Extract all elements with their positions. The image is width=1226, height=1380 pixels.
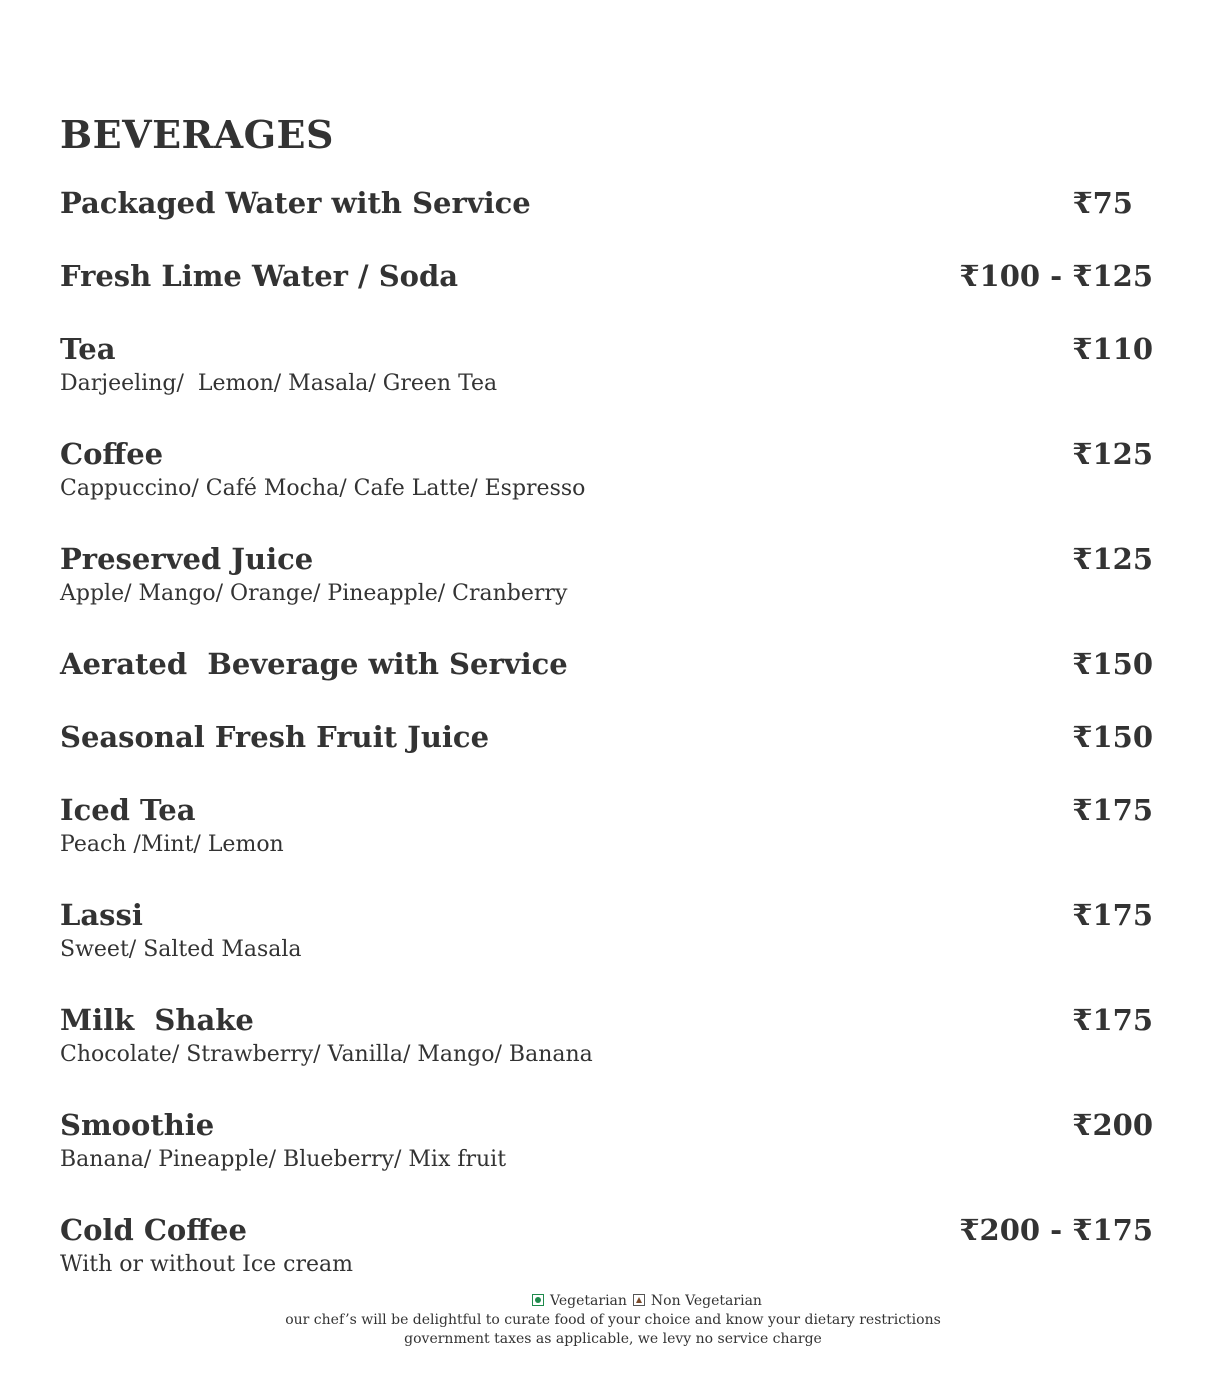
menu-item [60, 1108, 1153, 1175]
menu-item-name: Lassi [60, 898, 143, 932]
menu-item-description: Banana/ Pineapple/ Blueberry/ Mix fruit [60, 1147, 507, 1172]
menu-item [60, 647, 1153, 681]
menu-item-price: ₹125 [1072, 542, 1153, 576]
menu-item-price: ₹175 [1072, 793, 1153, 827]
menu-item-price: ₹100 - ₹125 [959, 259, 1153, 293]
menu-item-price: ₹175 [1072, 898, 1153, 932]
diet-legend [0, 1292, 1226, 1311]
menu-item-price: ₹150 [1072, 720, 1153, 754]
menu-item [60, 793, 1153, 860]
menu-item [60, 898, 1153, 965]
menu-item-description: Peach /Mint/ Lemon [60, 832, 284, 857]
menu-item-name: Preserved Juice [60, 542, 314, 576]
menu-item [60, 1213, 1153, 1280]
menu-item-price: ₹110 [1072, 332, 1153, 366]
menu-item [60, 259, 1153, 293]
menu-item [60, 332, 1153, 399]
menu-item-price: ₹175 [1072, 1003, 1153, 1037]
menu-item-name: Packaged Water with Service [60, 186, 531, 220]
menu-item-price: ₹75 [1072, 186, 1133, 220]
menu-item [60, 720, 1153, 754]
menu-item [60, 186, 1153, 220]
menu-item-name: Milk Shake [60, 1003, 254, 1037]
menu-item-description: Chocolate/ Strawberry/ Vanilla/ Mango/ Banana [60, 1042, 593, 1067]
menu-item-description: Apple/ Mango/ Orange/ Pineapple/ Cranberry [60, 581, 568, 606]
menu-footer [0, 1292, 1226, 1349]
menu-item-name: Coffee [60, 437, 164, 471]
menu-item-price: ₹150 [1072, 647, 1153, 681]
menu-item-description: With or without Ice cream [60, 1252, 354, 1277]
legend-vegetarian-label: Vegetarian [550, 1293, 627, 1309]
menu-title: BEVERAGES [60, 112, 334, 157]
legend-non-vegetarian-label: Non Vegetarian [650, 1293, 762, 1309]
menu-item-name: Tea [60, 332, 116, 366]
menu-item-name: Cold Coffee [60, 1213, 247, 1247]
menu-item [60, 542, 1153, 609]
menu-item-description: Cappuccino/ Café Mocha/ Cafe Latte/ Espresso [60, 476, 586, 501]
chef-note: our chef’s will be delightful to curate food of your choice and know your dietary restrictions [285, 1312, 941, 1328]
menu-item [60, 1003, 1153, 1070]
menu-item-description: Darjeeling/ Lemon/ Masala/ Green Tea [60, 371, 498, 396]
menu-item-name: Aerated Beverage with Service [60, 647, 568, 681]
menu-item-name: Fresh Lime Water / Soda [60, 259, 459, 293]
menu-item-name: Seasonal Fresh Fruit Juice [60, 720, 490, 754]
menu-item-price: ₹200 - ₹175 [959, 1213, 1153, 1247]
tax-note: government taxes as applicable, we levy no service charge [404, 1331, 822, 1347]
menu-item-price: ₹125 [1072, 437, 1153, 471]
menu-item-description: Sweet/ Salted Masala [60, 937, 302, 962]
menu-item-name: Iced Tea [60, 793, 196, 827]
menu-item-price: ₹200 [1072, 1108, 1153, 1142]
menu-item-name: Smoothie [60, 1108, 215, 1142]
veg-square-dot-icon [532, 1294, 544, 1306]
menu-item [60, 437, 1153, 504]
non-veg-square-triangle-icon [633, 1294, 645, 1306]
